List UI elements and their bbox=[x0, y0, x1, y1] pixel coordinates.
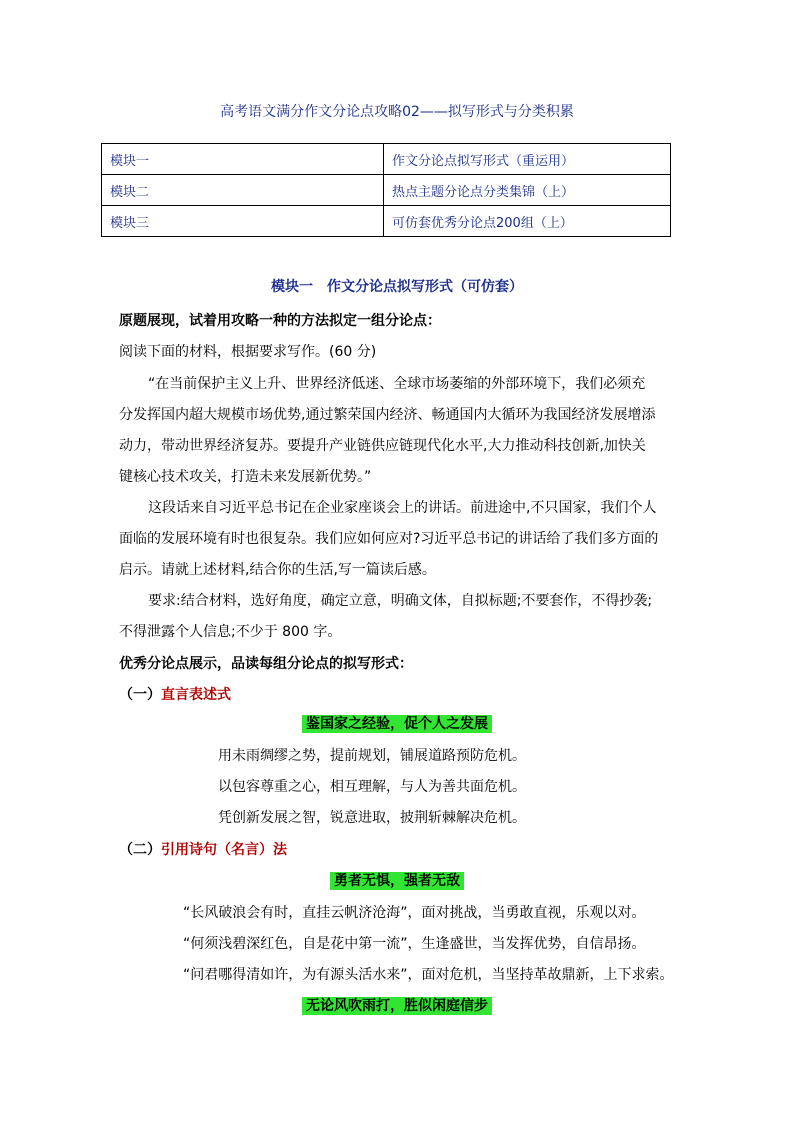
section-heading: 模块一 作文分论点拟写形式（可仿套） bbox=[271, 279, 523, 295]
argument-line: “何须浅碧深红色，自是花中第一流”，生逢盛世，当发挥优势，自信昂扬。 bbox=[183, 936, 646, 952]
table-row bbox=[102, 175, 671, 206]
requirement-line: 不得泄露个人信息;不少于 800 字。 bbox=[119, 624, 342, 640]
module-name: 模块三 bbox=[102, 206, 384, 237]
highlight-row bbox=[0, 995, 794, 1015]
material-line: “在当前保护主义上升、世界经济低迷、全球市场萎缩的外部环境下，我们必须充 bbox=[148, 376, 646, 392]
section-label: 引用诗句（名言）法 bbox=[161, 842, 287, 858]
section2-heading bbox=[119, 839, 287, 859]
section-number: （一） bbox=[119, 687, 161, 703]
argument-line: 以包容尊重之心，相互理解，与人为善共面危机。 bbox=[218, 779, 526, 795]
table-row bbox=[102, 144, 671, 175]
section1-heading bbox=[119, 684, 231, 704]
requirement-line: 要求:结合材料，选好角度，确定立意，明确文体，自拟标题;不要套作，不得抄袭; bbox=[148, 593, 653, 609]
module-desc: 作文分论点拟写形式（重运用） bbox=[384, 144, 671, 175]
document-title: 高考语文满分作文分论点攻略02——拟写形式与分类积累 bbox=[220, 104, 574, 120]
intro-text: 原题展现，试着用攻略一种的方法拟定一组分论点： bbox=[119, 313, 441, 329]
module-desc: 可仿套优秀分论点200组（上） bbox=[384, 206, 671, 237]
instruction-text: 阅读下面的材料，根据要求写作。(60 分) bbox=[119, 344, 377, 360]
argument-line: 凭创新发展之智，锐意进取，披荆斩棘解决危机。 bbox=[218, 810, 526, 826]
table-row bbox=[102, 206, 671, 237]
argument-line: “问君哪得清如许，为有源头活水来”，面对危机，当坚持革故鼎新，上下求索。 bbox=[183, 967, 674, 983]
argument-line: 用未雨绸缪之势，提前规划，铺展道路预防危机。 bbox=[218, 748, 526, 764]
module-desc: 热点主题分论点分类集锦（上） bbox=[384, 175, 671, 206]
module-name: 模块二 bbox=[102, 175, 384, 206]
material-line: 分发挥国内超大规模市场优势,通过繁荣国内经济、畅通国内大循环为我国经济发展增添 bbox=[119, 407, 656, 423]
material-line: 键核心技术攻关，打造未来发展新优势。” bbox=[119, 469, 372, 485]
speech-line: 这段话来自习近平总书记在企业家座谈会上的讲话。前进途中,不只国家，我们个人 bbox=[148, 500, 657, 516]
module-name: 模块一 bbox=[102, 144, 384, 175]
highlight-row bbox=[0, 870, 794, 890]
highlight-title: 鉴国家之经验，促个人之发展 bbox=[302, 715, 492, 733]
highlight-title: 无论风吹雨打，胜似闲庭信步 bbox=[302, 997, 492, 1015]
material-line: 动力，带动世界经济复苏。要提升产业链供应链现代化水平,大力推动科技创新,加快关 bbox=[119, 438, 646, 454]
speech-line: 启示。请就上述材料,结合你的生活,写一篇读后感。 bbox=[119, 562, 436, 578]
highlight-title: 勇者无惧，强者无敌 bbox=[330, 872, 464, 890]
section-number: （二） bbox=[119, 842, 161, 858]
argument-line: “长风破浪会有时，直挂云帆济沧海”，面对挑战，当勇敢直视，乐观以对。 bbox=[183, 905, 646, 921]
module-table bbox=[101, 143, 671, 237]
section-label: 直言表述式 bbox=[161, 687, 231, 703]
showcase-text: 优秀分论点展示，品读每组分论点的拟写形式： bbox=[119, 656, 413, 672]
highlight-row bbox=[0, 713, 794, 733]
speech-line: 面临的发展环境有时也很复杂。我们应如何应对?习近平总书记的讲话给了我们多方面的 bbox=[119, 531, 659, 547]
